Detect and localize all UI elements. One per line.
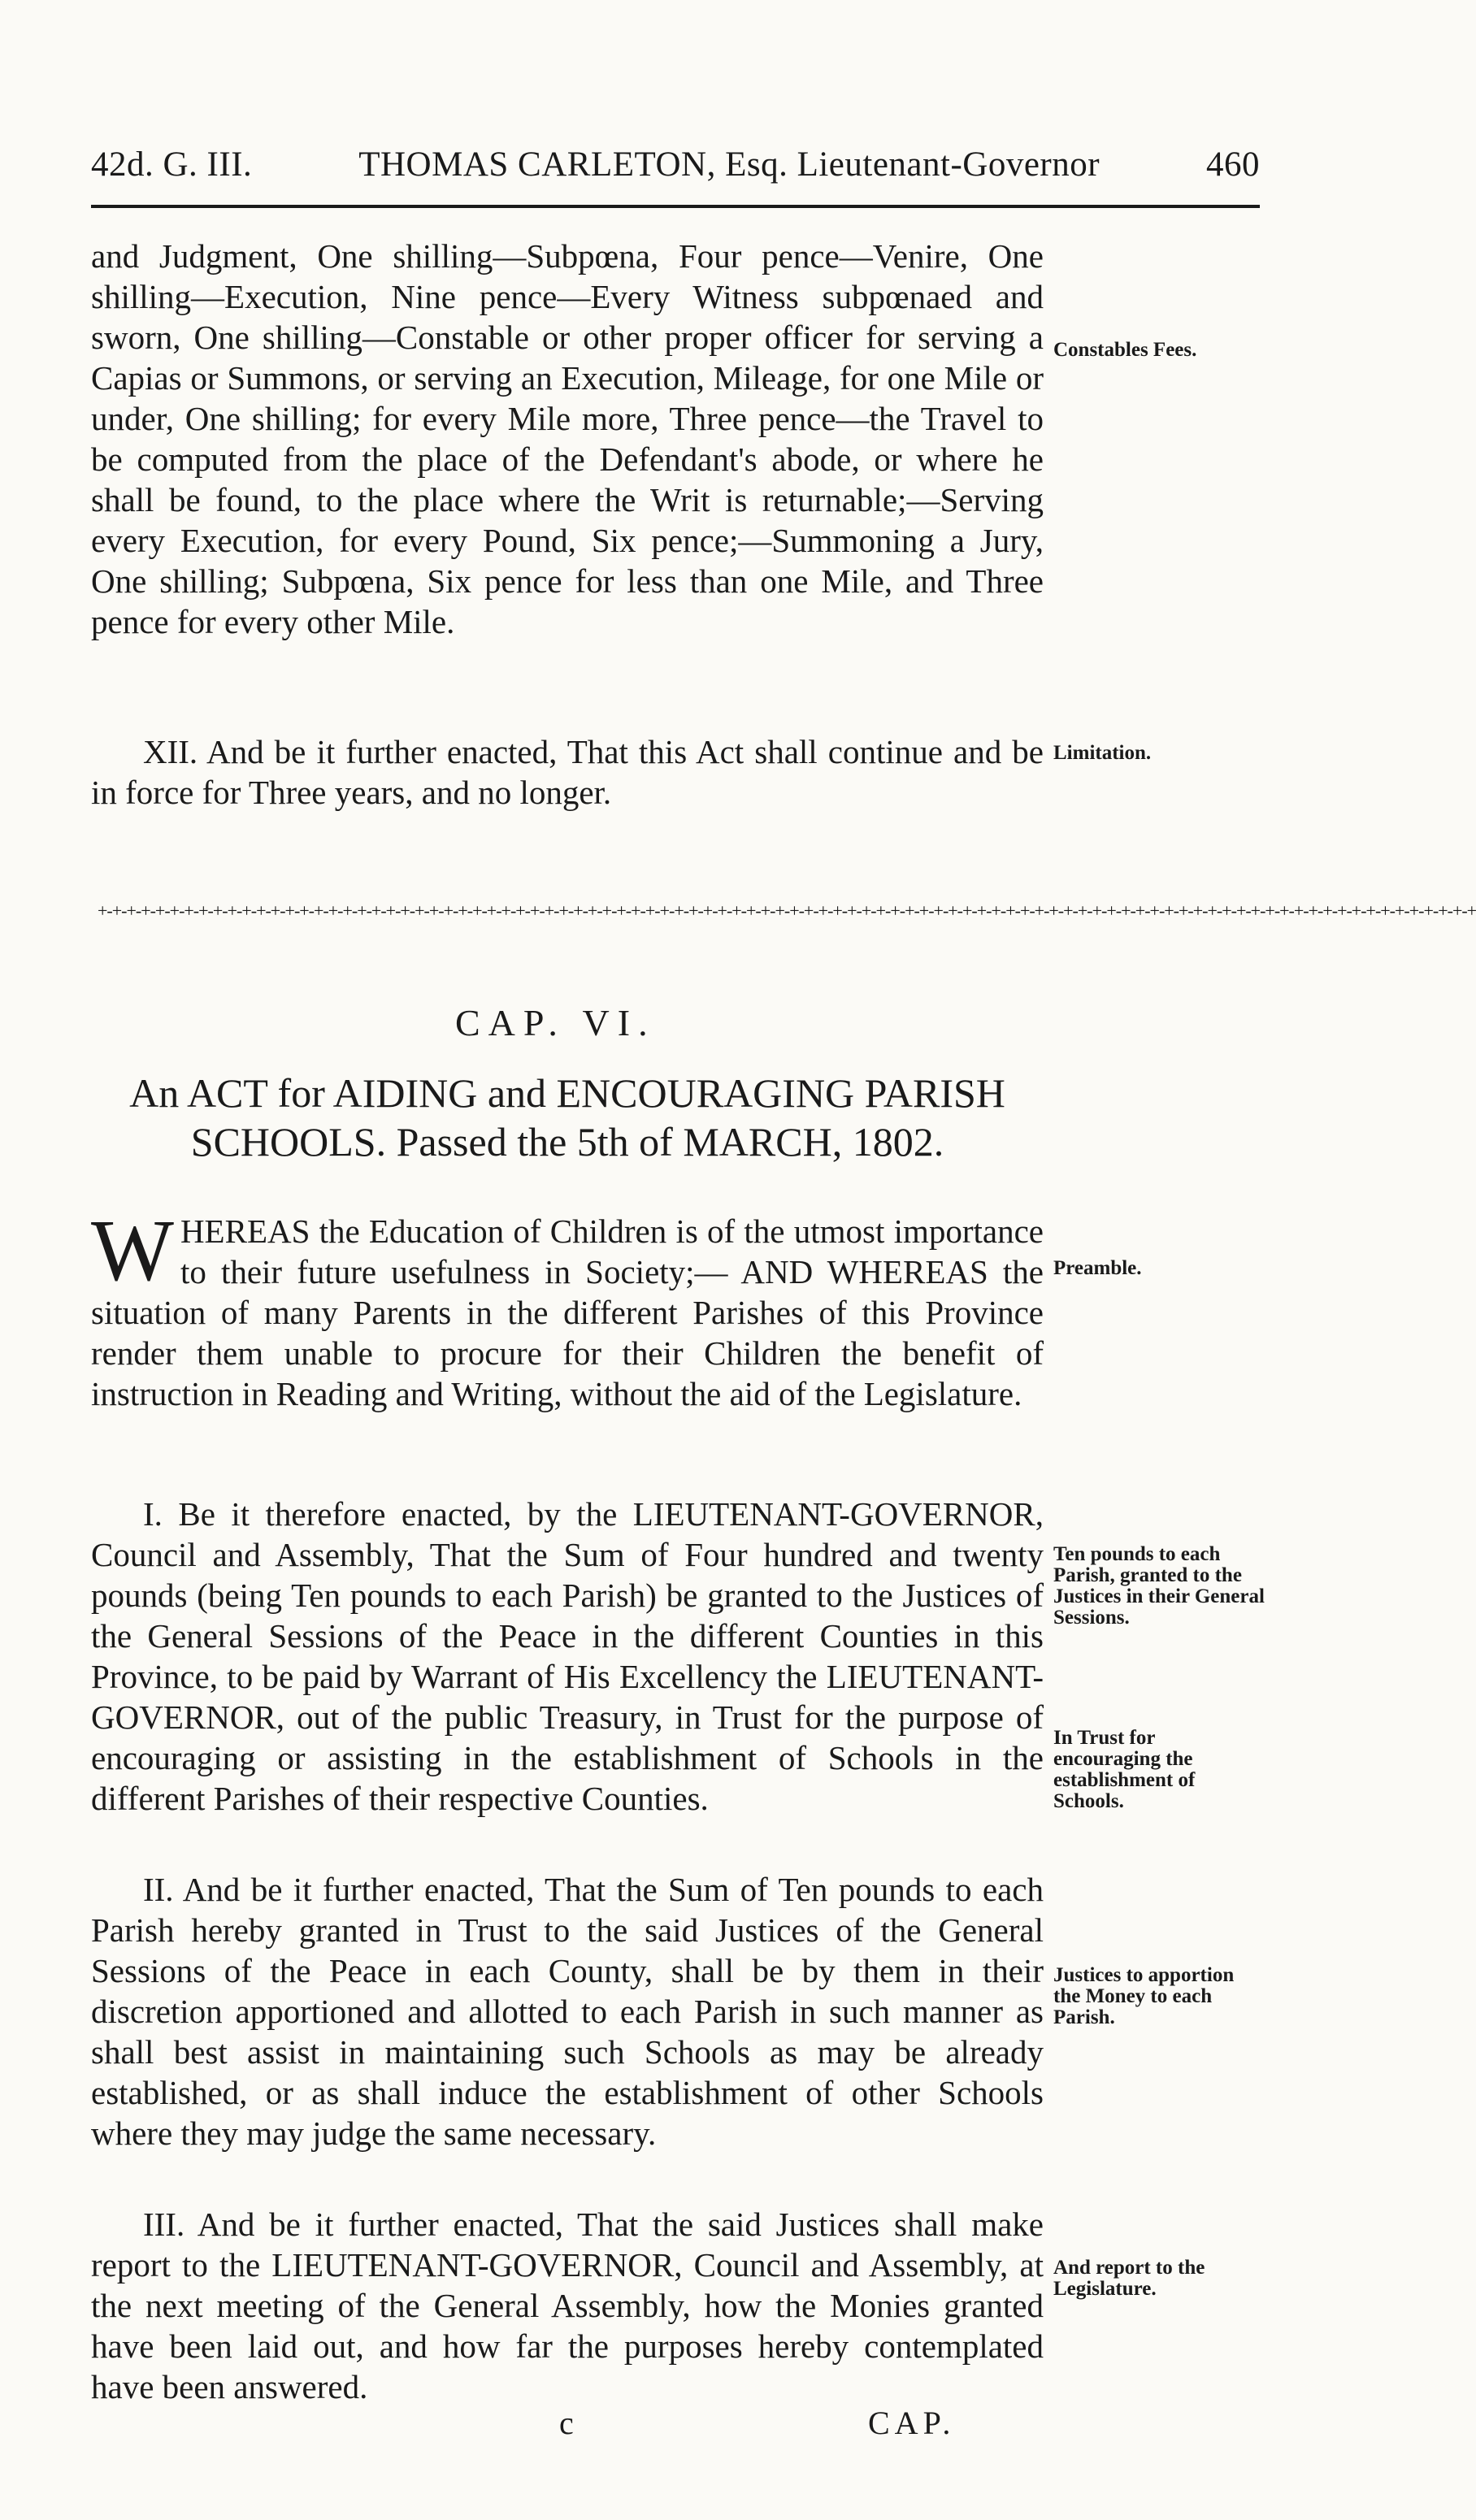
- drop-cap: W: [91, 1203, 174, 1299]
- margin-note-preamble: Preamble.: [1053, 1257, 1142, 1279]
- clause-i-text: I. Be it therefore enacted, by the LIEUTENANT-GOVERNOR, Council and Assembly, That the Sum of Four hundred and twenty pounds (being Ten pounds to each Parish) be granted to the Justices of the General Sessions of the Peace in the different Counties in this Province, to be paid by Warrant of His Excellency the LIEUTENANT-GOVERNOR, out of the public Treasury, in Trust for the purpose of encouraging or assisting in the establishment of Schools in the different Parishes of their respective Counties.: [91, 1495, 1044, 1817]
- clause-ii: [91, 1869, 1044, 2153]
- margin-note-constables-fees: Constables Fees.: [1053, 339, 1197, 361]
- running-header: [91, 145, 1260, 184]
- preamble: [91, 1203, 1044, 1414]
- ornamental-divider: +-+-+-+-+-+-+-+-+-+-+-+-+-+-+-+-+-+-+-+-+-+-+-+-+-+-+-+-+-+-+-+-+-+-+-+-+-+-+-+-+-+-+-+-+-+-+-+-+-+-+-+-+-+-+-+-+-+-+-+-+-+-+-+-+-+-+-+-+-+-+-+-+-+-+-+-+-+-+-+-+-+-+-+-+-+-+-+-+-+-+-+-+-+-+-+: [98, 900, 1476, 921]
- margin-note-limitation: Limitation.: [1053, 742, 1152, 764]
- page-number: 460: [1206, 145, 1260, 184]
- header-rule: [91, 205, 1260, 208]
- clause-ii-text: II. And be it further enacted, That the Sum of Ten pounds to each Parish hereby granted in Trust to the said Justices of the General Sessions of the Peace in each County, shall be by them in their discretion apportioned and allotted to each Parish in such manner as shall best assist in maintaining such Schools as may be already established, or as shall induce the establishment of other Schools where they may judge the same necessary.: [91, 1871, 1044, 2152]
- clause-i: [91, 1494, 1044, 1819]
- catchword: CAP.: [868, 2405, 956, 2441]
- signature-mark: c: [559, 2405, 574, 2441]
- header-regnal-year: 42d. G. III.: [91, 145, 253, 184]
- act-title: [91, 1069, 1044, 1166]
- continued-paragraph: [91, 236, 1044, 642]
- margin-note-ten-pounds: Ten pounds to each Parish, granted to the Justices in their General Sessions.: [1053, 1543, 1265, 1629]
- chapter-heading: CAP. VI.: [455, 1002, 656, 1043]
- clause-xii: [91, 731, 1044, 813]
- margin-note-report-legislature: And report to the Legislature.: [1053, 2257, 1205, 2300]
- preamble-text: HEREAS the Education of Children is of the utmost importance to their future usefulness in Society;— AND WHEREAS the situation of many Parents in the different Parishes of this Province render them unable to procure for their Children the benefit of instruction in Reading and Writing, without the aid of the Legislature.: [91, 1212, 1044, 1412]
- clause-iii-text: III. And be it further enacted, That the said Justices shall make report to the LIEUTENANT-GOVERNOR, Council and Assembly, at the next meeting of the General Assembly, how the Monies granted have been laid out, and how far the purposes hereby contemplated have been answered.: [91, 2206, 1044, 2405]
- margin-note-justices-apportion: Justices to apportion the Money to each Parish.: [1053, 1964, 1235, 2028]
- margin-note-in-trust: In Trust for encouraging the establishment of Schools.: [1053, 1727, 1196, 1812]
- fees-paragraph: and Judgment, One shilling—Subpœna, Four pence—Venire, One shilling—Execution, Nine pence—Every Witness subpœnaed and sworn, One shilling—Constable or other proper officer for serving a Capias or Summons, or serving an Execution, Mileage, for one Mile or under, One shilling; for every Mile more, Three pence—the Travel to be computed from the place of the Defendant's abode, or where he shall be found, to the place where the Writ is returnable;—Serving every Execution, for every Pound, Six pence;—Summoning a Jury, One shilling; Subpœna, Six pence for less than one Mile, and Three pence for every other Mile.: [91, 237, 1044, 640]
- act-title-line-1: An ACT for AIDING and ENCOURAGING PARISH: [129, 1070, 1005, 1116]
- act-title-line-2: SCHOOLS. Passed the 5th of MARCH, 1802.: [190, 1119, 944, 1165]
- header-title: THOMAS CARLETON, Esq. Lieutenant-Governor: [358, 145, 1100, 184]
- clause-xii-text: XII. And be it further enacted, That this Act shall continue and be in force for Three years, and no longer.: [91, 733, 1044, 811]
- clause-iii: [91, 2204, 1044, 2407]
